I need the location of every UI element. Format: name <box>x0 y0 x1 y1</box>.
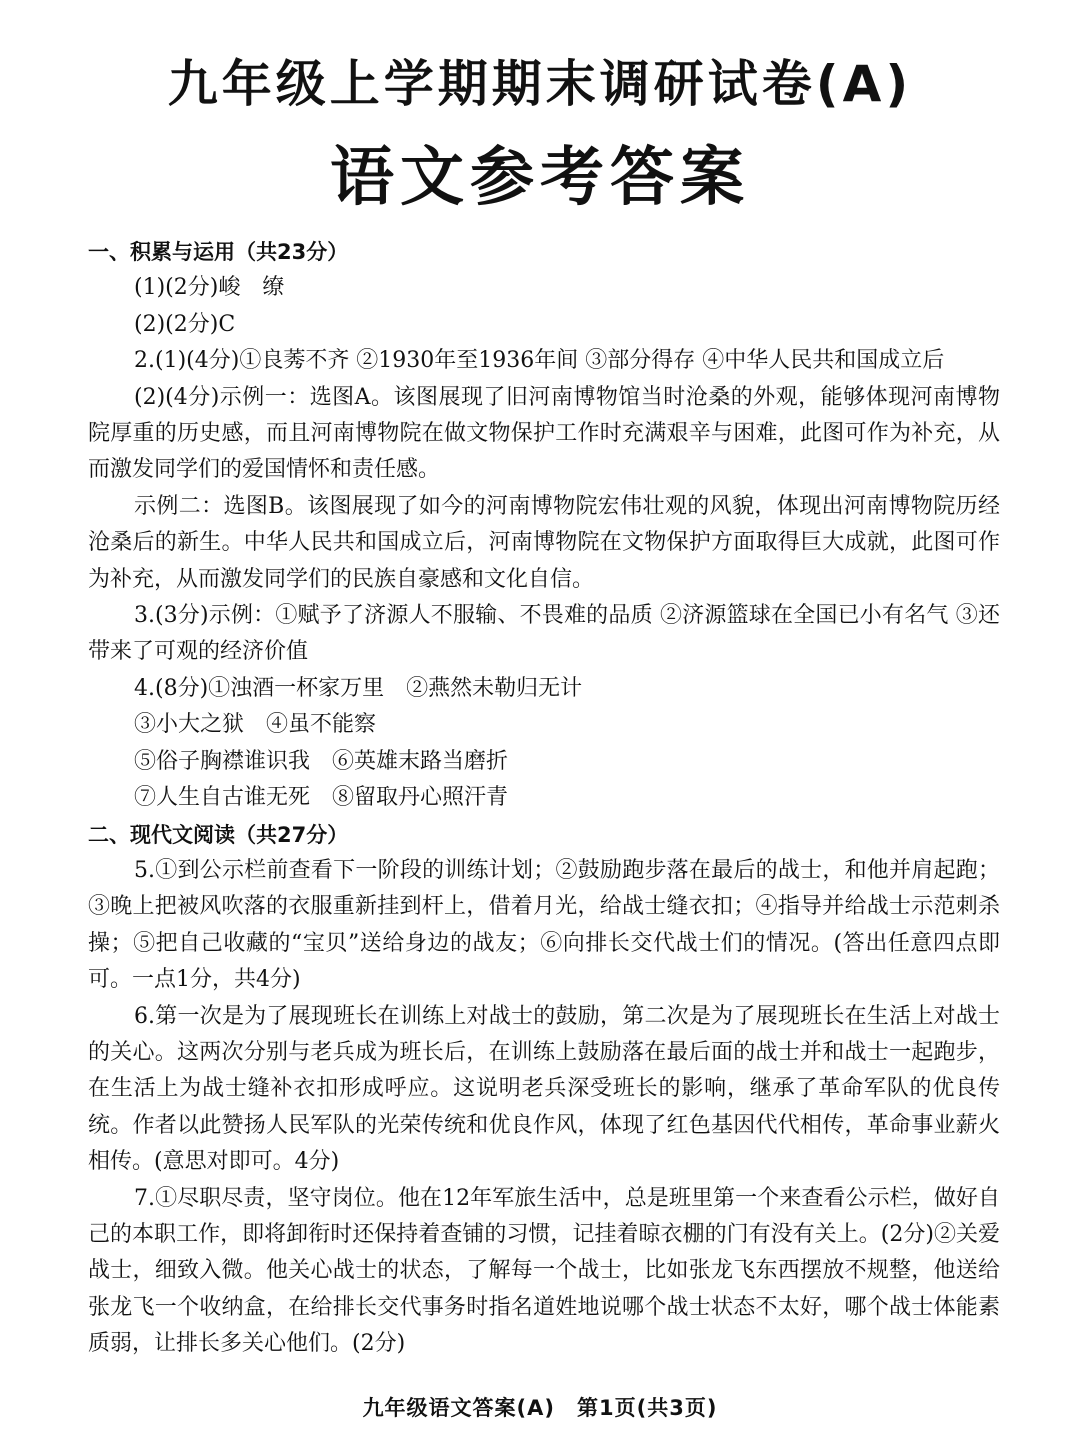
answer-2-1: 2.(1)(4分)①良莠不齐 ②1930年至1936年间 ③部分得存 ④中华人民共和国成立后 <box>134 348 945 374</box>
answer-4-line-4: ⑦人生自古谁无死 ⑧留取丹心照汗青 <box>134 785 509 811</box>
answer-1-1: (1)(2分)峻 缭 <box>134 275 285 301</box>
exam-title: 九年级上学期期末调研试卷(A) <box>167 55 913 113</box>
answer-4-line-3: ⑤俗子胸襟谁识我 ⑥英雄末路当磨折 <box>134 748 509 774</box>
answer-key-title: 语文参考答案 <box>330 141 750 215</box>
answer-5: 5.①到公示栏前查看下一阶段的训练计划；②鼓励跑步落在最后的战士，和他并肩起跑；③晚上把被风吹落的衣服重新挂到杆上，借着月光，给战士缝衣扣；④指导并给战士示范刺杀操；⑤把自己收藏的“宝贝”送给身边的战友；⑥向排长交代战士们的情况。(答出任意四点即可。一点1分，共4分) <box>88 857 1000 993</box>
answer-4-line-2: ③小大之狱 ④虽不能察 <box>134 712 377 738</box>
answer-content <box>88 234 1000 1363</box>
answer-2-2-example-2: 示例二：选图B。该图展现了如今的河南博物院宏伟壮观的风貌，体现出河南博物院历经沧桑后的新生。中华人民共和国成立后，河南博物院在文物保护方面取得巨大成就，此图可作为补充，从而激发同学们的民族自豪感和文化自信。 <box>88 493 1000 592</box>
page-footer: 九年级语文答案(A) 第1页(共3页) <box>362 1396 718 1420</box>
answer-7: 7.①尽职尽责，坚守岗位。他在12年军旅生活中，总是班里第一个来查看公示栏，做好自己的本职工作，即将卸衔时还保持着查铺的习惯，记挂着晾衣棚的门有没有关上。(2分)②关爱战士，细致入微。他关心战士的状态，了解每一个战士，比如张龙飞东西摆放不规整，他送给张龙飞一个收纳盒，在给排长交代事务时指名道姓地说哪个战士状态不太好，哪个战士体能素质弱，让排长多关心他们。(2分) <box>88 1185 1000 1357</box>
answer-4-line-1: 4.(8分)①浊酒一杯家万里 ②燕然未勒归无计 <box>134 675 583 701</box>
section-heading-reading: 二、现代文阅读（共27分） <box>88 822 349 847</box>
answer-2-2-example-1: (2)(4分)示例一：选图A。该图展现了旧河南博物馆当时沧桑的外观，能够体现河南博物院厚重的历史感，而且河南博物院在做文物保护工作时充满艰辛与困难，此图可作为补充，从而激发同学们的爱国情怀和责任感。 <box>88 384 1000 483</box>
answer-3: 3.(3分)示例：①赋予了济源人不服输、不畏难的品质 ②济源篮球在全国已小有名气 ③还带来了可观的经济价值 <box>88 603 1000 665</box>
answer-1-2: (2)(2分)C <box>134 311 236 337</box>
answer-6: 6.第一次是为了展现班长在训练上对战士的鼓励，第二次是为了展现班长在生活上对战士的关心。这两次分别与老兵成为班长后，在训练上鼓励落在最后面的战士并和战士一起跑步，在生活上为战士缝补衣扣形成呼应。这说明老兵深受班长的影响，继承了革命军队的优良传统。作者以此赞扬人民军队的光荣传统和优良作风，体现了红色基因代代相传，革命事业薪火相传。(意思对即可。4分) <box>88 1003 1000 1175</box>
section-heading-accumulation: 一、积累与运用（共23分） <box>88 240 349 264</box>
